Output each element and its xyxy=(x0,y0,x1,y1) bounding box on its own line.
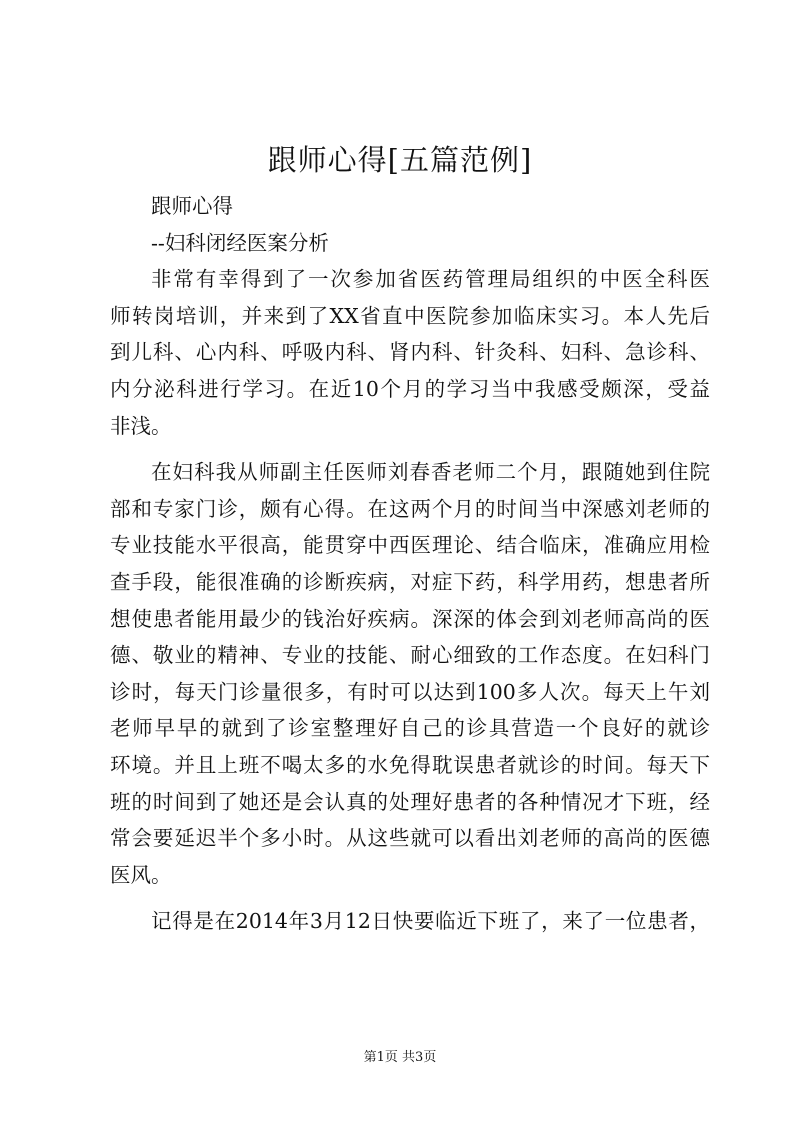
paragraph-line: 想使患者能用最少的钱治好疾病。深深的体会到刘老师高尚的医 xyxy=(110,606,710,631)
paragraph-line: 到儿科、心内科、呼吸内科、肾内科、针灸科、妇科、急诊科、 xyxy=(110,340,710,365)
page-footer: 第1页 共3页 xyxy=(363,1050,437,1065)
paragraph-line: 查手段，能很准确的诊断疾病，对症下药，科学用药，想患者所 xyxy=(110,569,710,594)
paragraph-line: 常会要延迟半个多小时。从这些就可以看出刘老师的高尚的医德 xyxy=(110,826,710,851)
paragraph-line: 非浅。 xyxy=(110,413,172,438)
paragraph-line: 部和专家门诊，颇有心得。在这两个月的时间当中深感刘老师的 xyxy=(110,496,710,521)
paragraph-line: 在妇科我从师副主任医师刘春香老师二个月，跟随她到住院 xyxy=(151,460,710,485)
section-heading: --妇科闭经医案分析 xyxy=(151,230,329,255)
paragraph-line: 老师早早的就到了诊室整理好自己的诊具营造一个良好的就诊 xyxy=(110,716,710,741)
paragraph-line: 班的时间到了她还是会认真的处理好患者的各种情况才下班，经 xyxy=(110,789,710,814)
paragraph-3 xyxy=(110,903,710,940)
paragraph-line: 师转岗培训，并来到了XX省直中医院参加临床实习。本人先后 xyxy=(110,303,710,328)
paragraph-2 xyxy=(110,454,710,893)
paragraph-line: 记得是在2014年3月12日快要临近下班了，来了一位患者， xyxy=(151,909,710,934)
paragraph-line: 德、敬业的精神、专业的技能、耐心细致的工作态度。在妇科门 xyxy=(110,643,710,668)
document-body xyxy=(110,188,710,940)
page-title: 跟师心得[五篇范例] xyxy=(267,143,533,177)
paragraph-line: 环境。并且上班不喝太多的水免得耽误患者就诊的时间。每天下 xyxy=(110,752,710,777)
paragraph-1 xyxy=(110,261,710,444)
paragraph-line: 诊时，每天门诊量很多，有时可以达到100多人次。每天上午刘 xyxy=(110,679,710,704)
paragraph-line: 非常有幸得到了一次参加省医药管理局组织的中医全科医 xyxy=(151,267,710,292)
subtitle: 跟师心得 xyxy=(151,194,233,218)
paragraph-line: 医风。 xyxy=(110,862,172,887)
paragraph-line: 内分泌科进行学习。在近10个月的学习当中我感受颇深，受益 xyxy=(110,376,710,401)
paragraph-line: 专业技能水平很高，能贯穿中西医理论、结合临床，准确应用检 xyxy=(110,533,710,558)
